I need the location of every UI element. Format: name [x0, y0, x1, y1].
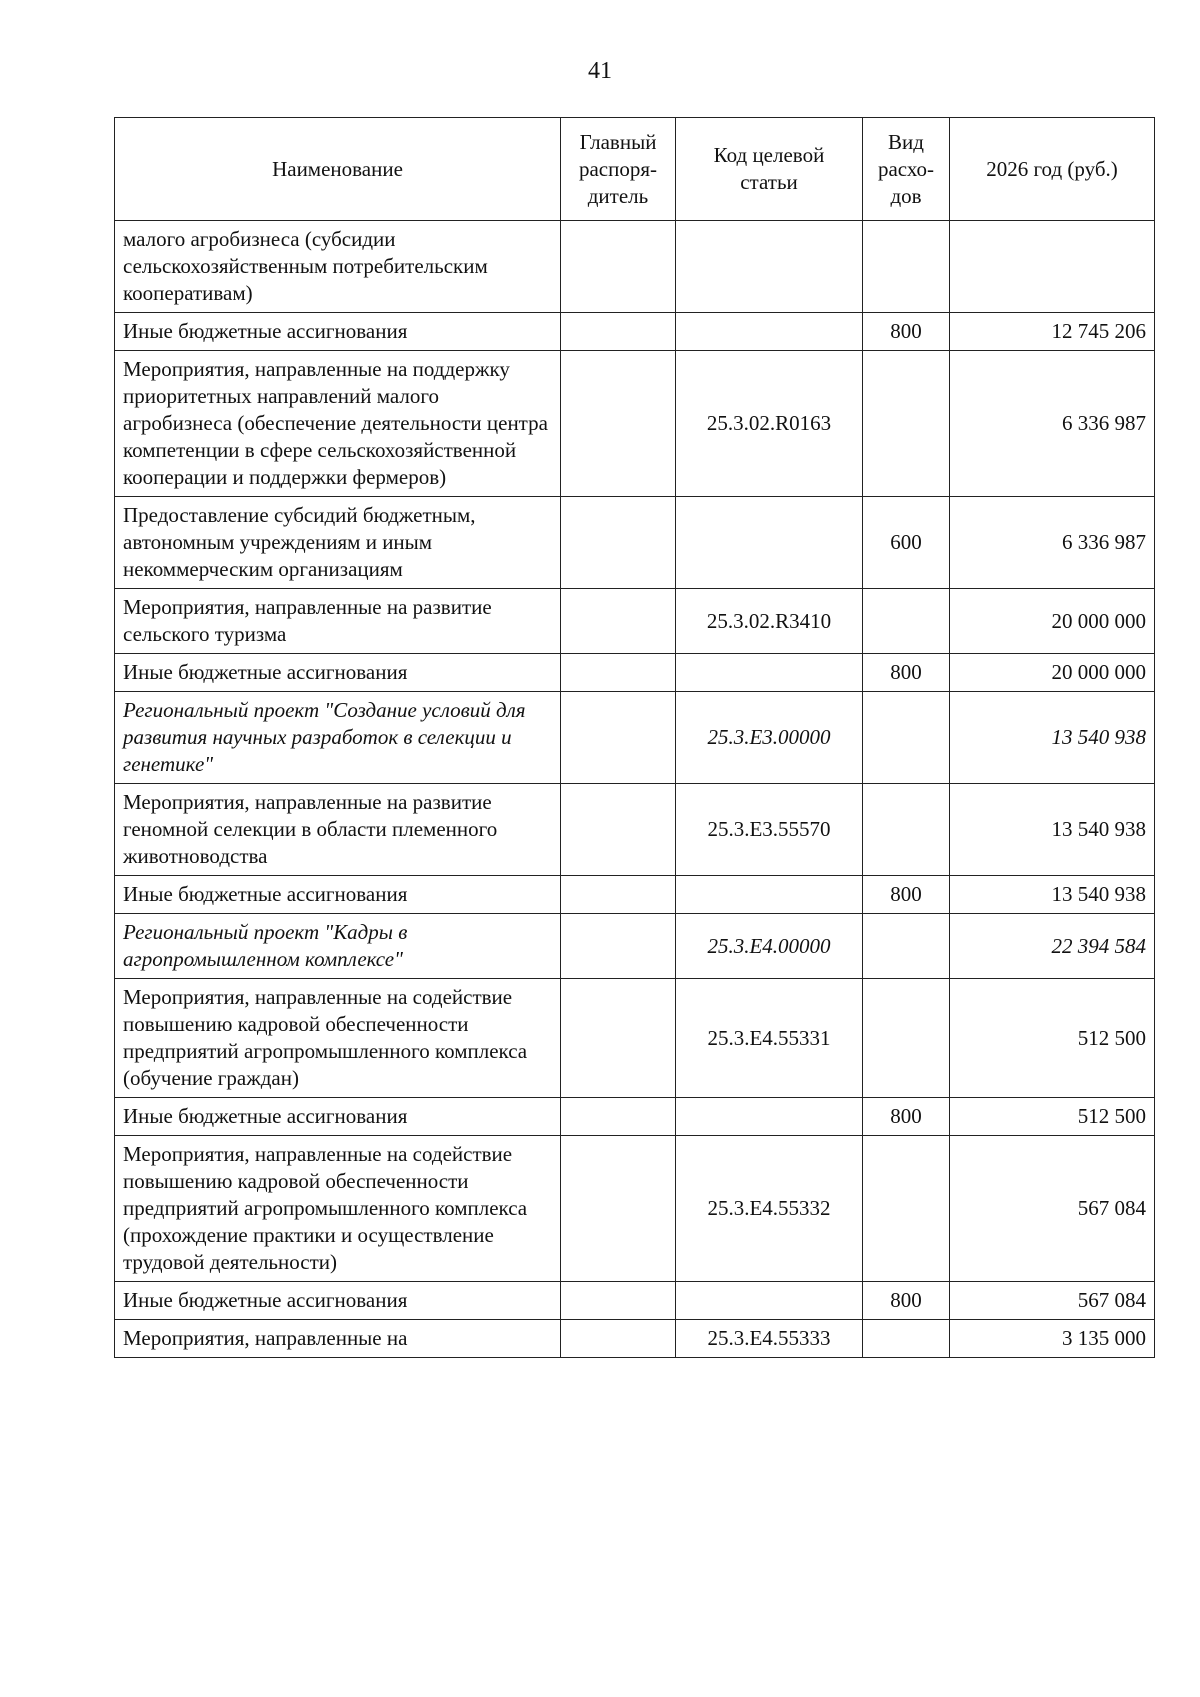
cell-main-manager — [561, 1136, 676, 1282]
cell-amount: 20 000 000 — [950, 654, 1155, 692]
cell-expense-type — [863, 784, 950, 876]
cell-expense-type — [863, 914, 950, 979]
table-row — [115, 1282, 1155, 1320]
cell-name: Иные бюджетные ассигнования — [115, 313, 561, 351]
page-number: 41 — [588, 58, 612, 84]
cell-target-code: 25.3.E3.00000 — [676, 692, 863, 784]
cell-expense-type — [863, 351, 950, 497]
cell-main-manager — [561, 589, 676, 654]
header-expense-type: Вид расхо-дов — [863, 118, 950, 221]
cell-name: Мероприятия, направленные на развитие сельского туризма — [115, 589, 561, 654]
cell-target-code: 25.3.02.R0163 — [676, 351, 863, 497]
table-row — [115, 979, 1155, 1098]
cell-target-code — [676, 497, 863, 589]
cell-name: Мероприятия, направленные на — [115, 1320, 561, 1358]
cell-amount: 512 500 — [950, 1098, 1155, 1136]
table-row — [115, 876, 1155, 914]
cell-name: Мероприятия, направленные на содействие повышению кадровой обеспеченности предприятий агропромышленного комплекса (прохождение практики и осуществление трудовой деятельности) — [115, 1136, 561, 1282]
header-main-manager: Главный распоря-дитель — [561, 118, 676, 221]
cell-name: Предоставление субсидий бюджетным, автономным учреждениям и иным некоммерческим организациям — [115, 497, 561, 589]
cell-name: Иные бюджетные ассигнования — [115, 654, 561, 692]
cell-target-code: 25.3.E4.00000 — [676, 914, 863, 979]
cell-expense-type — [863, 1320, 950, 1358]
cell-main-manager — [561, 221, 676, 313]
cell-main-manager — [561, 1282, 676, 1320]
table-body — [115, 221, 1155, 1358]
cell-main-manager — [561, 313, 676, 351]
cell-target-code — [676, 1098, 863, 1136]
cell-main-manager — [561, 692, 676, 784]
cell-amount: 512 500 — [950, 979, 1155, 1098]
table-row — [115, 589, 1155, 654]
cell-name: Региональный проект "Создание условий для развития научных разработок в селекции и генетике" — [115, 692, 561, 784]
cell-amount: 13 540 938 — [950, 692, 1155, 784]
cell-amount: 6 336 987 — [950, 497, 1155, 589]
table-row — [115, 692, 1155, 784]
cell-target-code — [676, 221, 863, 313]
cell-expense-type — [863, 979, 950, 1098]
cell-amount: 20 000 000 — [950, 589, 1155, 654]
cell-name: Иные бюджетные ассигнования — [115, 876, 561, 914]
cell-expense-type: 800 — [863, 1282, 950, 1320]
cell-amount: 567 084 — [950, 1282, 1155, 1320]
cell-expense-type — [863, 692, 950, 784]
table-row — [115, 313, 1155, 351]
table-row — [115, 1098, 1155, 1136]
table-row — [115, 497, 1155, 589]
cell-amount: 12 745 206 — [950, 313, 1155, 351]
cell-target-code: 25.3.E4.55331 — [676, 979, 863, 1098]
cell-expense-type — [863, 221, 950, 313]
cell-amount: 22 394 584 — [950, 914, 1155, 979]
cell-target-code: 25.3.02.R3410 — [676, 589, 863, 654]
cell-name: Мероприятия, направленные на содействие повышению кадровой обеспеченности предприятий агропромышленного комплекса (обучение граждан) — [115, 979, 561, 1098]
header-target-code: Код целевой статьи — [676, 118, 863, 221]
cell-target-code: 25.3.E4.55333 — [676, 1320, 863, 1358]
cell-expense-type: 800 — [863, 313, 950, 351]
cell-amount: 13 540 938 — [950, 876, 1155, 914]
cell-target-code — [676, 1282, 863, 1320]
cell-target-code: 25.3.E3.55570 — [676, 784, 863, 876]
table-row — [115, 654, 1155, 692]
cell-main-manager — [561, 654, 676, 692]
cell-expense-type: 600 — [863, 497, 950, 589]
cell-main-manager — [561, 914, 676, 979]
cell-main-manager — [561, 497, 676, 589]
cell-main-manager — [561, 1098, 676, 1136]
table-row — [115, 351, 1155, 497]
cell-main-manager — [561, 979, 676, 1098]
cell-expense-type — [863, 589, 950, 654]
cell-name: Иные бюджетные ассигнования — [115, 1282, 561, 1320]
cell-expense-type: 800 — [863, 1098, 950, 1136]
budget-table — [114, 117, 1155, 1358]
table-row — [115, 784, 1155, 876]
cell-name: Иные бюджетные ассигнования — [115, 1098, 561, 1136]
header-amount: 2026 год (руб.) — [950, 118, 1155, 221]
header-name: Наименование — [115, 118, 561, 221]
cell-name: Мероприятия, направленные на развитие геномной селекции в области племенного животноводства — [115, 784, 561, 876]
cell-expense-type: 800 — [863, 876, 950, 914]
cell-target-code — [676, 654, 863, 692]
table-row — [115, 914, 1155, 979]
table-row — [115, 1320, 1155, 1358]
cell-target-code — [676, 876, 863, 914]
cell-amount: 6 336 987 — [950, 351, 1155, 497]
cell-name: малого агробизнеса (субсидии сельскохозяйственным потребительским кооперативам) — [115, 221, 561, 313]
cell-amount — [950, 221, 1155, 313]
cell-target-code: 25.3.E4.55332 — [676, 1136, 863, 1282]
cell-name: Мероприятия, направленные на поддержку приоритетных направлений малого агробизнеса (обеспечение деятельности центра компетенции в сфере сельскохозяйственной кооперации и поддержки фермеров) — [115, 351, 561, 497]
cell-amount: 13 540 938 — [950, 784, 1155, 876]
cell-target-code — [676, 313, 863, 351]
cell-main-manager — [561, 784, 676, 876]
cell-main-manager — [561, 1320, 676, 1358]
table-header-row — [115, 118, 1155, 221]
cell-amount: 3 135 000 — [950, 1320, 1155, 1358]
table-row — [115, 221, 1155, 313]
cell-name: Региональный проект "Кадры в агропромышленном комплексе" — [115, 914, 561, 979]
table-row — [115, 1136, 1155, 1282]
cell-expense-type: 800 — [863, 654, 950, 692]
cell-main-manager — [561, 876, 676, 914]
cell-main-manager — [561, 351, 676, 497]
cell-expense-type — [863, 1136, 950, 1282]
cell-amount: 567 084 — [950, 1136, 1155, 1282]
